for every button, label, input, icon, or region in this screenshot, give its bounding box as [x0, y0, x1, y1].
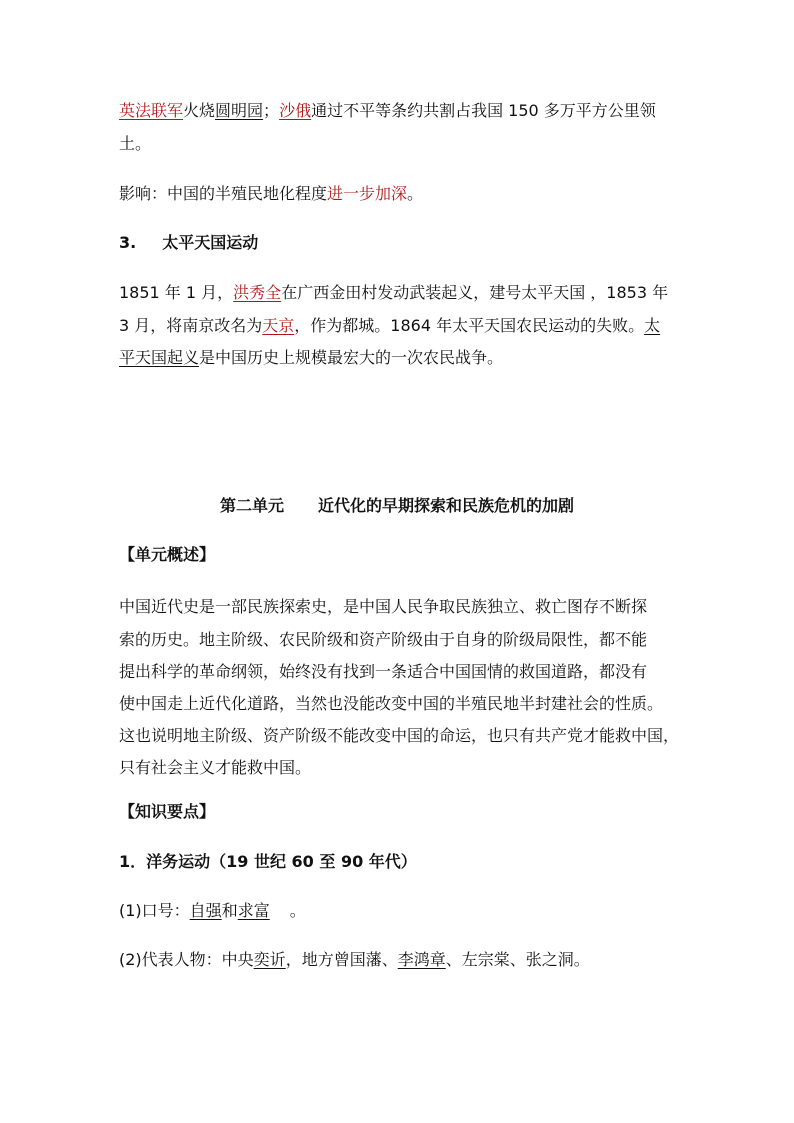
text-run: 是中国历史上规模最宏大的一次农民战争。: [199, 348, 504, 367]
overview-line: 只有社会主义才能救中国。: [119, 758, 312, 777]
text-run: 火烧: [183, 101, 216, 120]
text-run: 、左宗棠、张之洞。: [445, 950, 590, 969]
highlight-term: 洪秀全: [233, 283, 282, 302]
text-line: [119, 348, 503, 368]
text-run: 影响：中国的半殖民地化程度: [119, 184, 328, 203]
knowledge-item: [119, 950, 590, 970]
text-run: ；: [263, 101, 280, 120]
highlight-term: 进一步加深: [327, 184, 408, 203]
underlined-term: 圆明园: [215, 101, 264, 120]
highlight-term: 英法联军: [119, 101, 184, 120]
overview-line: 索的历史。地主阶级、农民阶级和资产阶级由于自身的阶级局限性，都不能: [119, 630, 648, 649]
knowledge-item: [119, 901, 306, 921]
text-run: 通过不平等条约共割占我国 150 多万平方公里领: [311, 101, 656, 120]
unit-heading: [0, 496, 794, 516]
text-run: (1)口号：: [119, 901, 190, 920]
text-run: ，地方曾国藩、: [285, 950, 398, 969]
underlined-term: 平天国起义: [119, 348, 200, 367]
text-run: 在广西金田村发动武装起义，建号太平天国 ，1853 年: [281, 283, 669, 302]
text-run: 。: [289, 901, 306, 920]
text-run: ，作为都城。1864 年太平天国农民运动的失败。: [294, 316, 645, 335]
underlined-term: 求富: [237, 901, 270, 920]
overview-line: 这也说明地主阶级、资产阶级不能改变中国的命运，也只有共产党才能救中国，: [119, 726, 680, 745]
highlight-term: 天京: [262, 316, 295, 335]
underlined-term: 太: [644, 316, 661, 335]
underlined-term: 李鸿章: [397, 950, 446, 969]
overview-line: 提出科学的革命纲领，始终没有找到一条适合中国国情的救国道路，都没有: [119, 662, 648, 681]
text-run: (2)代表人物：中央: [119, 950, 254, 969]
text-line: [119, 134, 151, 154]
unit-title: 近代化的早期探索和民族危机的加剧: [318, 496, 575, 515]
text-run: 1851 年 1 月，: [119, 283, 234, 302]
section-title: 太平天国运动: [162, 233, 259, 252]
text-run: 。: [407, 184, 424, 203]
highlight-term: 沙俄: [279, 101, 312, 120]
knowledge-title: 【知识要点】: [119, 802, 216, 821]
overview-title: 【单元概述】: [119, 545, 216, 564]
text-line: [119, 316, 660, 336]
overview-line: 使中国走上近代化道路，当然也没能改变中国的半殖民地半封建社会的性质。: [119, 694, 664, 713]
unit-number: 第二单元: [219, 496, 284, 515]
text-line: [119, 283, 668, 303]
underlined-term: 奕䜣: [253, 950, 286, 969]
section-heading: [119, 233, 258, 253]
text-run: 土。: [119, 134, 152, 153]
underlined-term: 自强: [189, 901, 222, 920]
overview-line: 中国近代史是一部民族探索史，是中国人民争取民族独立、救亡图存不断探: [119, 597, 648, 616]
text-run: 3 月，将南京改名为: [119, 316, 263, 335]
section-number: 3.: [119, 233, 137, 252]
text-line: [119, 101, 656, 121]
text-line: [119, 184, 423, 204]
text-run: 和: [221, 901, 238, 920]
knowledge-item-heading: 1．洋务运动（19 世纪 60 至 90 年代）: [119, 852, 417, 871]
